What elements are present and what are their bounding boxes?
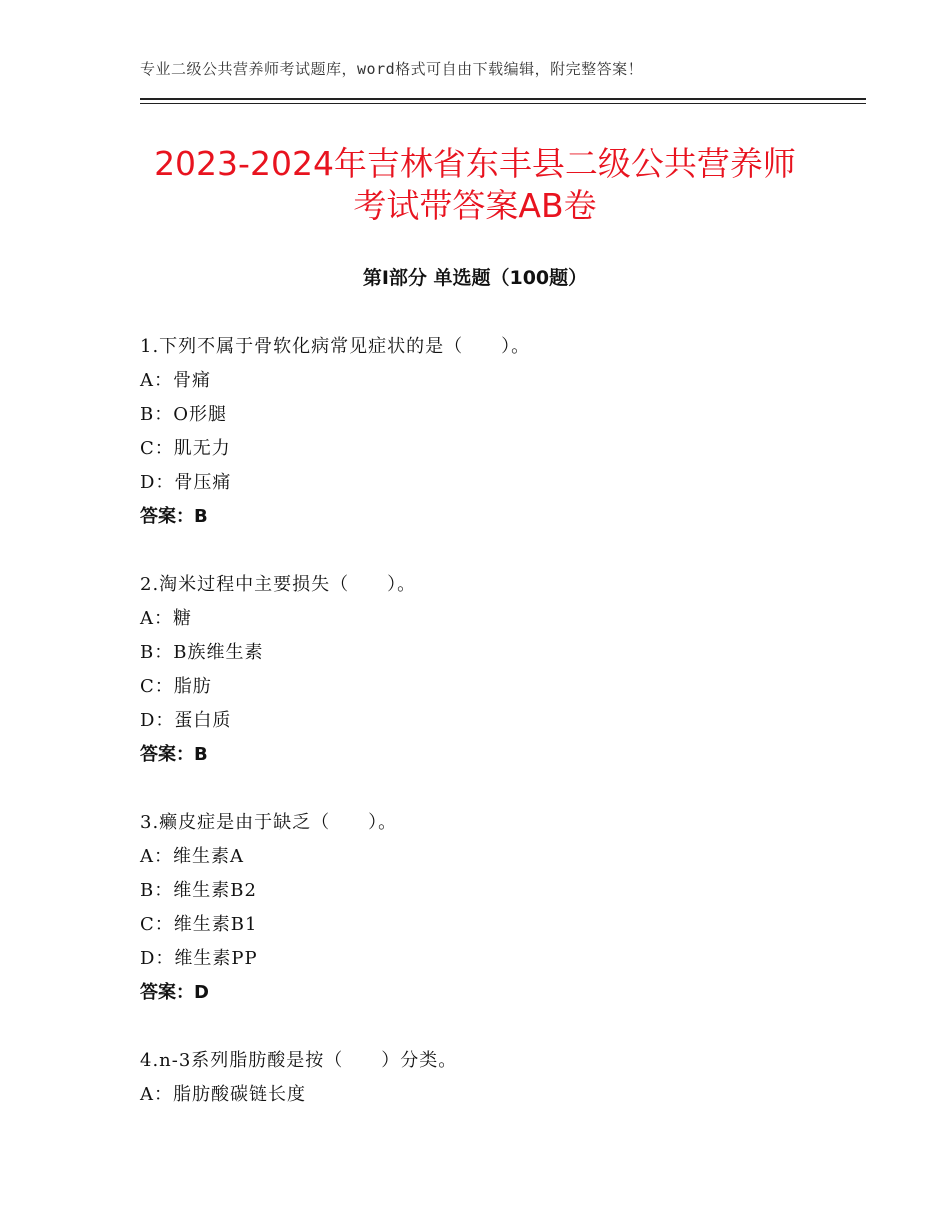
option-d: D：骨压痛 [140,472,232,493]
question-stem: 4.n-3系列脂肪酸是按（ ）分类。 [140,1050,458,1071]
option-a: A：骨痛 [140,370,211,391]
question-2 [140,568,860,772]
answer-line: 答案：D [140,982,209,1003]
option-d: D：蛋白质 [140,710,232,731]
title-line-1: 2023-2024年吉林省东丰县二级公共营养师 [154,144,796,183]
question-stem: 2.淘米过程中主要损失（ ）。 [140,574,417,595]
header-divider-thick [140,98,866,100]
header-divider-thin [140,103,866,104]
option-a: A：糖 [140,608,192,629]
question-stem: 3.癞皮症是由于缺乏（ ）。 [140,812,398,833]
answer-line: 答案：B [140,744,208,765]
question-3 [140,806,860,1010]
option-a: A：脂肪酸碳链长度 [140,1084,306,1105]
answer-line: 答案：B [140,506,208,527]
document-title [0,143,950,227]
option-c: C：脂肪 [140,676,212,697]
question-1 [140,330,860,534]
question-stem: 1.下列不属于骨软化病常见症状的是（ ）。 [140,336,531,357]
header-note: 专业二级公共营养师考试题库，word格式可自由下载编辑，附完整答案！ [140,60,644,78]
option-b: B：维生素B2 [140,880,257,901]
option-b: B：O形腿 [140,404,227,425]
section-title: 第Ⅰ部分 单选题（100题） [362,267,588,289]
option-d: D：维生素PP [140,948,258,969]
title-line-2: 考试带答案AB卷 [353,186,597,225]
option-c: C：维生素B1 [140,914,258,935]
option-b: B：B族维生素 [140,642,264,663]
question-list [140,330,860,1146]
question-4 [140,1044,860,1112]
option-c: C：肌无力 [140,438,231,459]
option-a: A：维生素A [140,846,244,867]
